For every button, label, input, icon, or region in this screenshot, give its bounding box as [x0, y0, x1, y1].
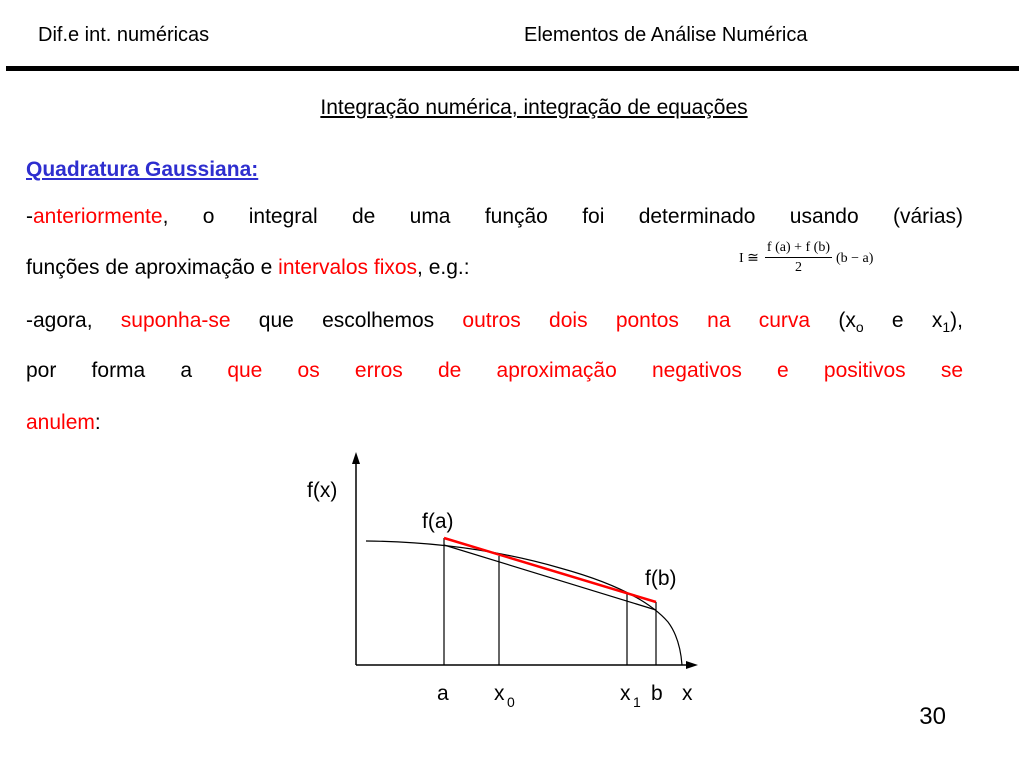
para2-line2-text: por forma a: [26, 359, 228, 382]
para2-highlight-erros: que os erros de aproximação negativos e positivos se: [227, 359, 964, 382]
para1-dash: -: [26, 205, 33, 228]
para2-highlight-anulem: anulem: [26, 411, 95, 434]
para1-line2-text: funções de aproximação e: [26, 256, 279, 279]
tick-x1-sub: 1: [633, 694, 641, 710]
formula-numerator: f (a) + f (b): [765, 240, 832, 258]
para2-text-a1: -agora,: [26, 309, 121, 332]
header-left: Dif.e int. numéricas: [38, 24, 210, 46]
para2-highlight-suponha: suponha-se: [120, 309, 231, 332]
formula-factor: (b − a): [836, 250, 874, 266]
formula-lhs: I ≅: [739, 251, 759, 266]
page-number: 30: [919, 703, 946, 730]
tick-x1: x: [620, 682, 631, 705]
para1-line2-end: , e.g.:: [417, 256, 470, 279]
para1-highlight-intervalos: intervalos fixos: [278, 256, 418, 279]
secant-line: [444, 538, 656, 602]
y-axis-arrow: [352, 452, 360, 464]
para2-text-a2: que escolhemos: [230, 309, 463, 332]
tick-x0-sub: 0: [507, 694, 515, 710]
para2-text-a5: ),: [950, 309, 963, 332]
y-axis-label: f(x): [307, 479, 338, 502]
para1-text: , o integral de uma função foi determinado usando (várias): [162, 205, 963, 228]
para2-sub-1: 1: [942, 319, 951, 336]
page-subtitle: Integração numérica, integração de equações: [320, 96, 748, 119]
para2-colon: :: [94, 411, 101, 434]
tick-b: b: [651, 682, 663, 705]
tick-x: x: [682, 682, 693, 705]
para1-highlight-anteriormente: anteriormente: [33, 205, 163, 228]
fa-label: f(a): [422, 510, 454, 533]
para2-text-a3: (x: [810, 309, 856, 332]
para2-text-a4: e x: [863, 309, 943, 332]
formula-denominator: 2: [794, 260, 802, 275]
para2-highlight-pontos: outros dois pontos na curva: [462, 309, 811, 332]
fb-label: f(b): [645, 567, 677, 590]
section-title: Quadratura Gaussiana:: [26, 158, 259, 181]
para2-sub-o: o: [855, 319, 864, 336]
gauss-line: [444, 545, 656, 610]
tick-a: a: [437, 682, 449, 705]
x-axis-arrow: [686, 661, 698, 669]
tick-x0: x: [494, 682, 505, 705]
header-right: Elementos de Análise Numérica: [524, 24, 808, 46]
